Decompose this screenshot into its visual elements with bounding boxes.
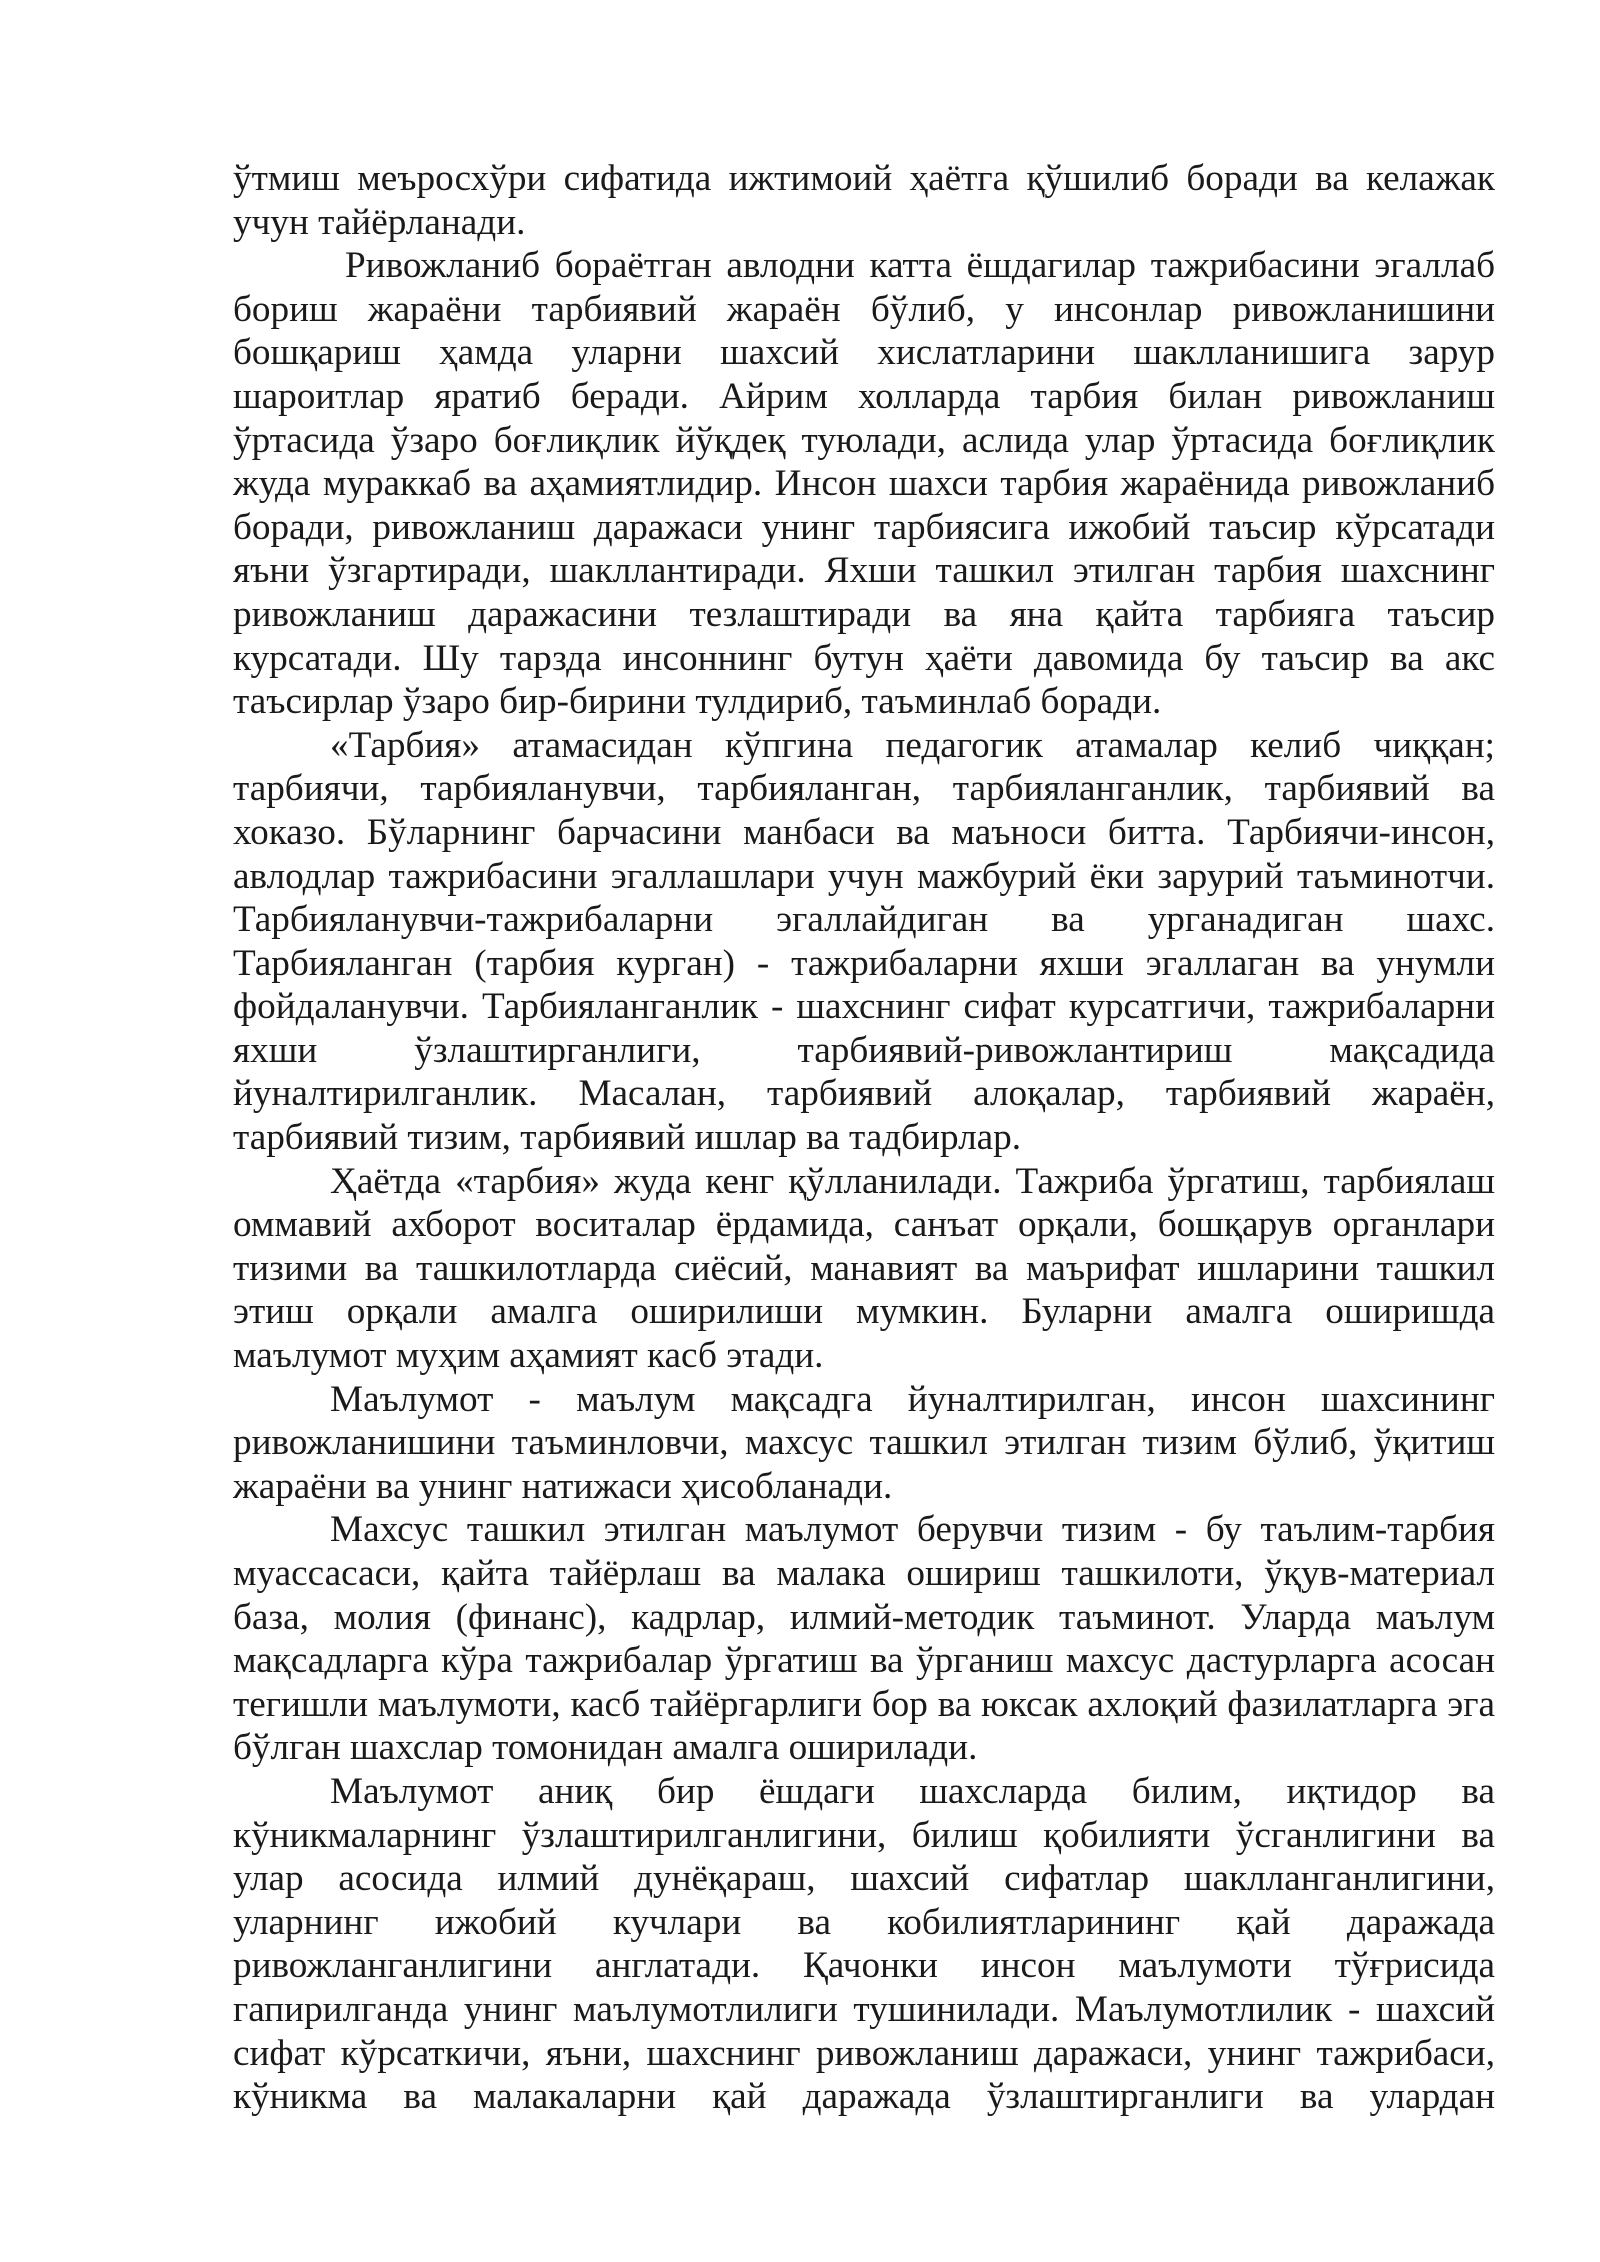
text-line: бўлган шахслар томонидан амалга оширилади.: [233, 1727, 978, 1769]
text-line: Ривожланиб бораётган авлодни катта ёшдагилар тажрибасини эгаллаб: [345, 245, 1495, 287]
text-line: мақсадларга кўра тажрибалар ўргатиш ва ўрганиш махсус дастурларга асосан: [233, 1640, 1495, 1682]
text-line: ривожланишини таъминловчи, махсус ташкил этилган тизим бўлиб, ўқитиш: [233, 1422, 1495, 1464]
document-body: [233, 157, 1495, 2119]
text-line: Ҳаётда «тарбия» жуда кенг қўлланилади. Тажриба ўргатиш, тарбиялаш: [330, 1160, 1495, 1202]
text-line: Махсус ташкил этилган маълумот берувчи тизим - бу таълим-тарбия: [330, 1509, 1495, 1551]
text-line: база, молия (финанс), кадрлар, илмий-методик таъминот. Уларда маълум: [233, 1596, 1495, 1638]
text-line: яъни ўзгартиради, шакллантиради. Яхши ташкил этилган тарбия шахснинг: [233, 550, 1495, 592]
text-line: тизими ва ташкилотларда сиёсий, манавият ва маърифат ишларини ташкил: [233, 1247, 1495, 1289]
text-line: бошқариш ҳамда уларни шахсий хислатларини шаклланишига зарур: [233, 332, 1495, 374]
paragraph-6: [233, 1508, 1495, 1770]
paragraph-2: [233, 244, 1495, 724]
text-line: маълумот муҳим аҳамият касб этади.: [233, 1335, 824, 1377]
text-line: Тарбияланувчи-тажрибаларни эгаллайдиган ва урганадиган шахс.: [233, 899, 1495, 941]
paragraph-7: [233, 1770, 1495, 2119]
text-line: тарбиявий тизим, тарбиявий ишлар ва тадбирлар.: [233, 1117, 1022, 1159]
text-line: йуналтирилганлик. Масалан, тарбиявий алоқалар, тарбиявий жараён,: [233, 1073, 1495, 1115]
text-line: тарбиячи, тарбияланувчи, тарбияланган, тарбияланганлик, тарбиявий ва: [233, 768, 1495, 810]
text-line: кўникма ва малакаларни қай даражада ўзлаштирганлиги ва улардан: [233, 2076, 1495, 2118]
text-line: этиш орқали амалга оширилиши мумкин. Буларни амалга оширишда: [233, 1291, 1495, 1333]
text-line: муассасаси, қайта тайёрлаш ва малака ошириш ташкилоти, ўқув-материал: [233, 1553, 1495, 1594]
text-line: Тарбияланган (тарбия курган) - тажрибаларни яхши эгаллаган ва унумли: [233, 942, 1495, 984]
text-line: ривожланиш даражасини тезлаштиради ва яна қайта тарбияга таъсир: [233, 593, 1495, 635]
text-line: кўникмаларнинг ўзлаштирилганлигини, билиш қобилияти ўсганлигини ва: [233, 1814, 1495, 1856]
text-line: «Тарбия» атамасидан кўпгина педагогик атамалар келиб чиққан;: [330, 724, 1495, 766]
text-line: гапирилганда унинг маълумотлилиги тушинилади. Маълумотлилик - шахсий: [233, 1988, 1495, 2030]
text-line: бориш жараёни тарбиявий жараён бўлиб, у инсонлар ривожланишини: [233, 288, 1495, 330]
text-line: Маълумот - маълум мақсадга йуналтирилган, инсон шахсининг: [330, 1378, 1495, 1420]
paragraph-1: [233, 157, 1495, 244]
text-line: ўтмиш меъросхўри сифатида ижтимоий ҳаётга қўшилиб боради ва келажак: [233, 158, 1495, 199]
text-line: жуда мураккаб ва аҳамиятлидир. Инсон шахси тарбия жараёнида ривожланиб: [233, 463, 1495, 505]
text-line: боради, ривожланиш даражаси унинг тарбиясига ижобий таъсир кўрсатади: [233, 506, 1495, 548]
paragraph-4: [233, 1160, 1495, 1378]
text-line: Маълумот аниқ бир ёшдаги шахсларда билим, иқтидор ва: [330, 1770, 1495, 1812]
text-line: сифат кўрсаткичи, яъни, шахснинг ривожланиш даражаси, унинг тажрибаси,: [233, 2032, 1495, 2074]
text-line: жараёни ва унинг натижаси ҳисобланади.: [233, 1465, 893, 1507]
text-line: таъсирлар ўзаро бир-бирини тулдириб, таъминлаб боради.: [233, 681, 1162, 723]
text-line: учун тайёрланади.: [233, 201, 526, 243]
text-line: яхши ўзлаштирганлиги, тарбиявий-ривожлантириш мақсадида: [233, 1029, 1495, 1071]
text-line: ўртасида ўзаро боғлиқлик йўқдеқ туюлади, аслида улар ўртасида боғлиқлик: [233, 419, 1495, 461]
paragraph-3: [233, 724, 1495, 1160]
text-line: хоказо. Бўларнинг барчасини манбаси ва маъноси битта. Тарбиячи-инсон,: [233, 811, 1495, 853]
text-line: фойдаланувчи. Тарбияланганлик - шахснинг сифат курсатгичи, тажрибаларни: [233, 986, 1495, 1028]
text-line: уларнинг ижобий кучлари ва кобилиятларининг қай даражада: [233, 1901, 1495, 1943]
text-line: шароитлар яратиб беради. Айрим холларда тарбия билан ривожланиш: [233, 375, 1495, 417]
text-line: тегишли маълумоти, касб тайёргарлиги бор ва юксак ахлоқий фазилатларга эга: [233, 1683, 1495, 1725]
text-line: курсатади. Шу тарзда инсоннинг бутун ҳаёти давомида бу таъсир ва акс: [233, 637, 1495, 679]
text-line: авлодлар тажрибасини эгаллашлари учун мажбурий ёки зарурий таъминотчи.: [233, 855, 1495, 897]
text-line: ривожланганлигини англатади. Қачонки инсон маълумоти тўғрисида: [233, 1945, 1495, 1987]
paragraph-5: [233, 1378, 1495, 1509]
text-line: оммавий ахборот воситалар ёрдамида, санъат орқали, бошқарув органлари: [233, 1204, 1495, 1246]
text-line: улар асосида илмий дунёқараш, шахсий сифатлар шаклланганлигини,: [233, 1858, 1495, 1900]
